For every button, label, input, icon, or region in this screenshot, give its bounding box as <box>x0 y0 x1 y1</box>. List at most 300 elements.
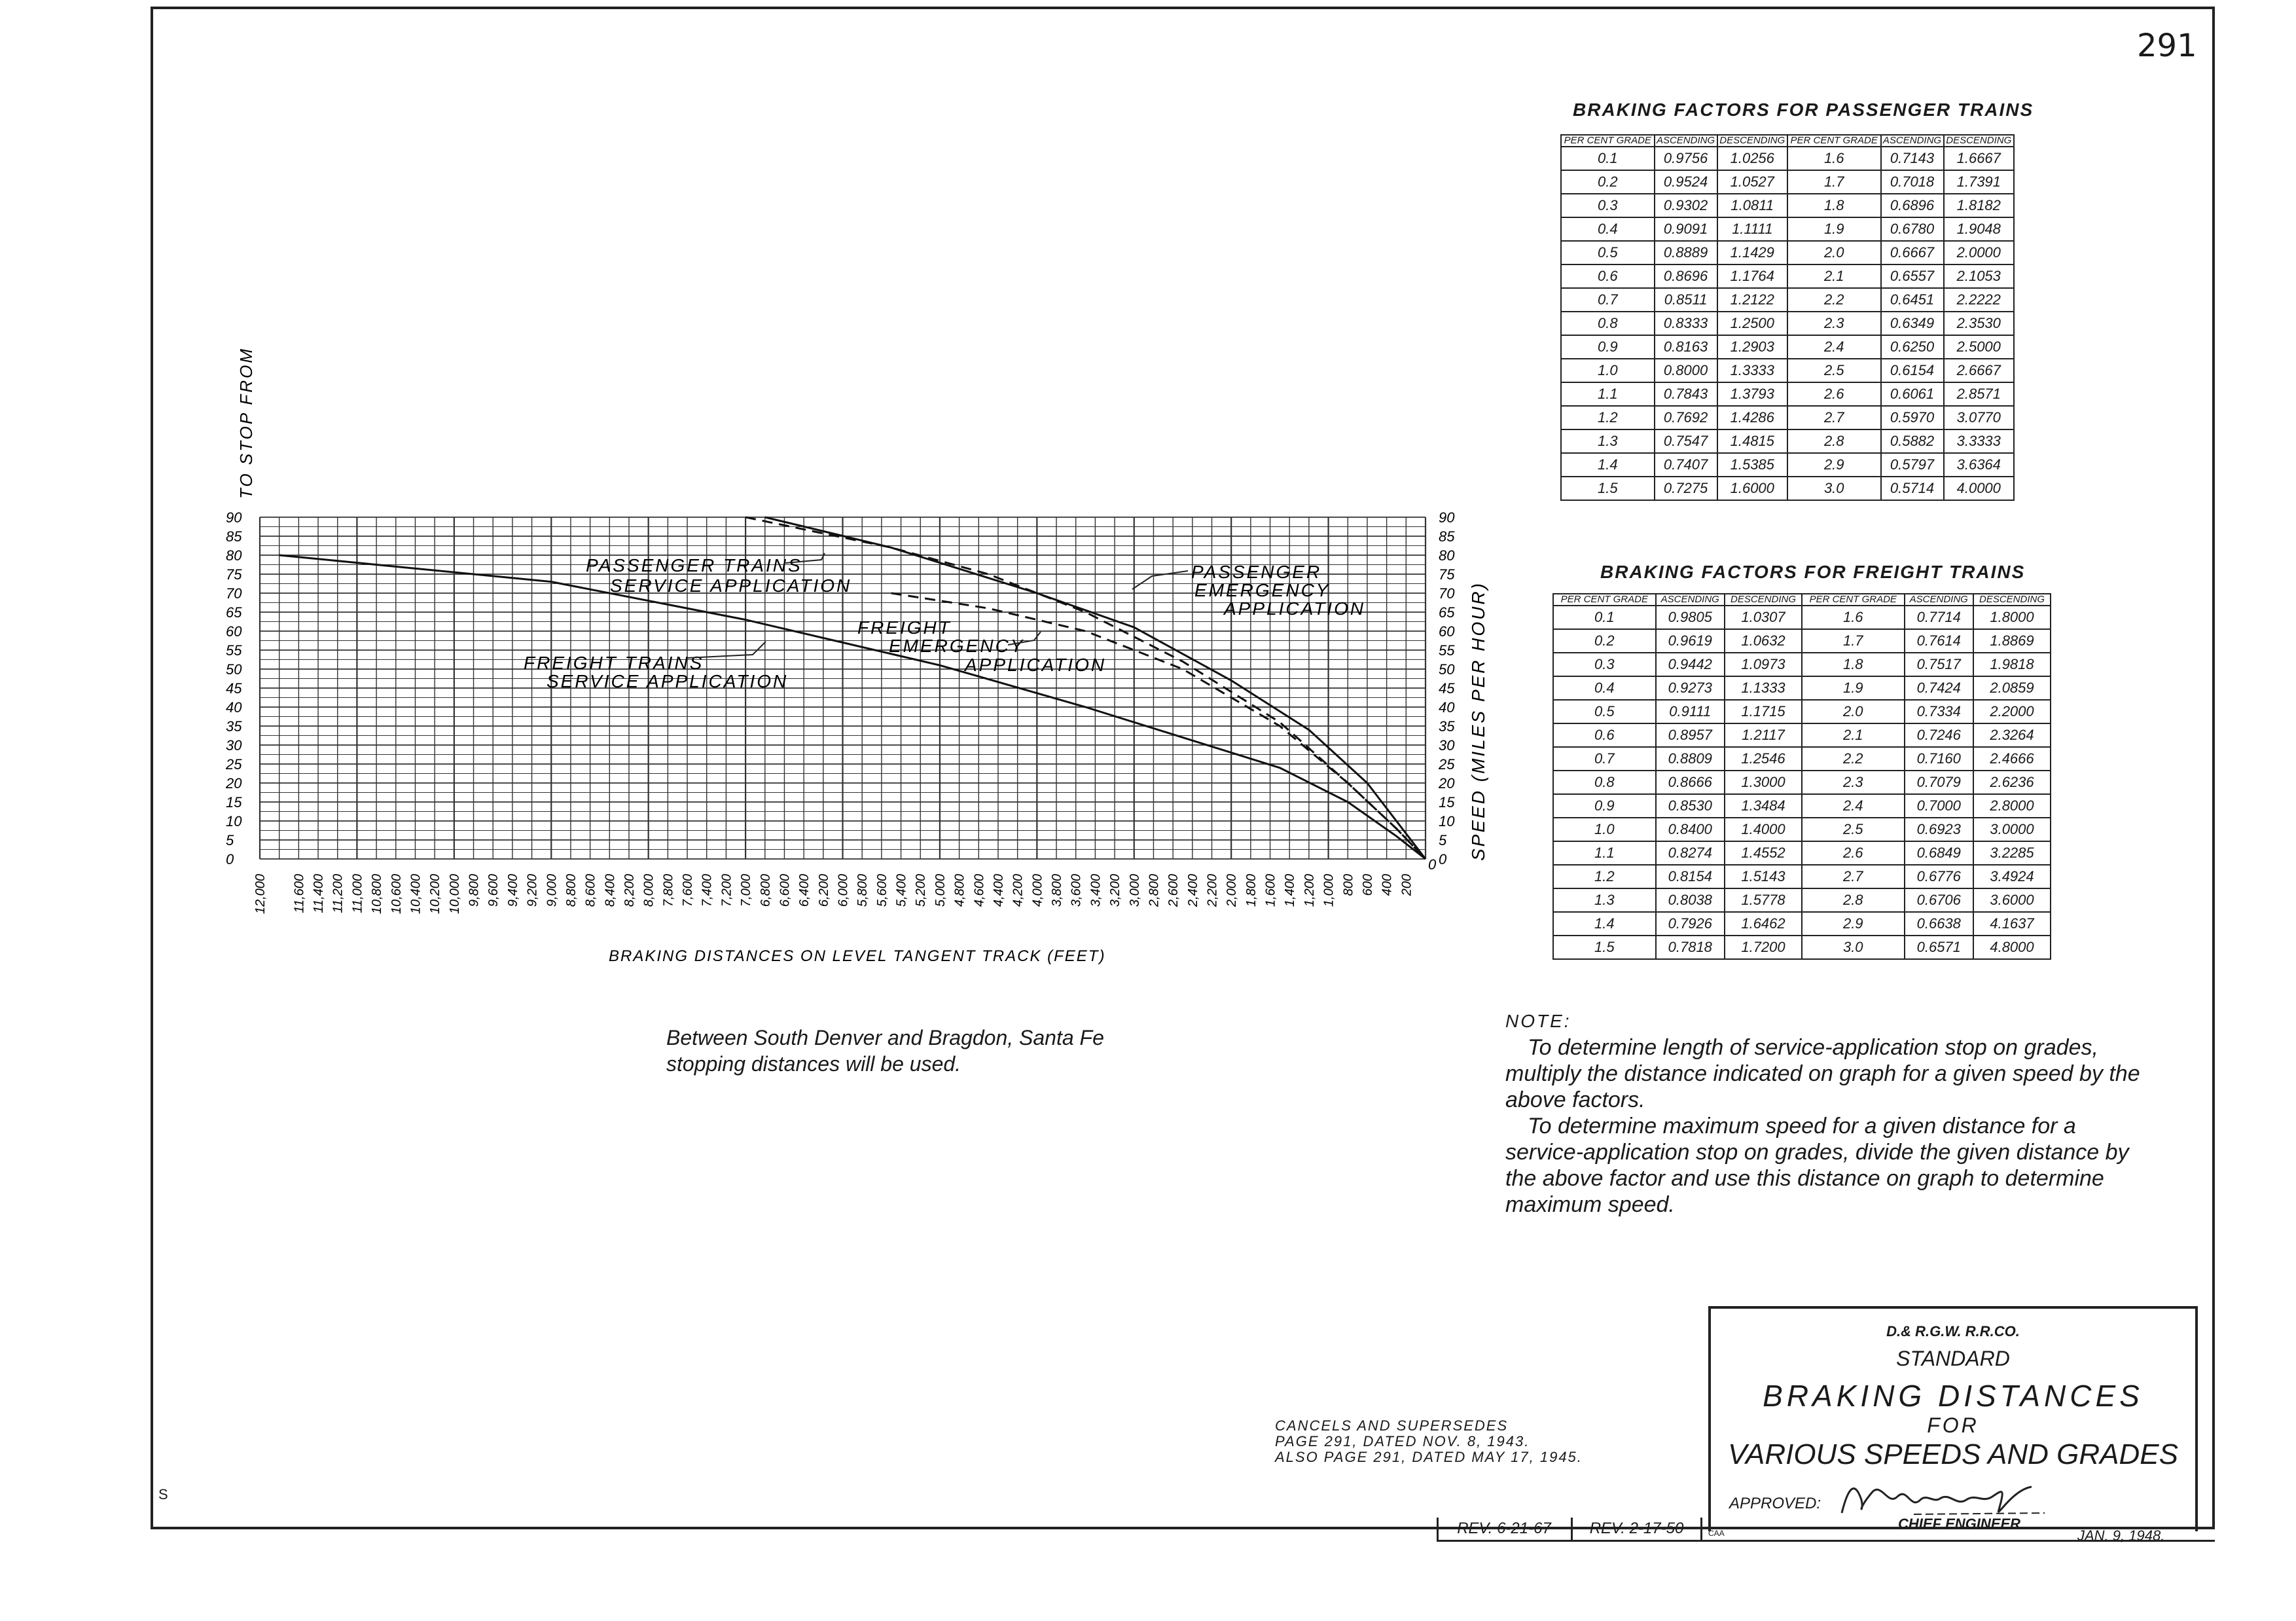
table-cell: 1.1764 <box>1717 264 1787 288</box>
table-cell: 0.6667 <box>1881 241 1944 264</box>
table-cell: 1.7200 <box>1725 936 1802 959</box>
table-cell: 1.7391 <box>1944 170 2014 194</box>
x-tick: 9,200 <box>525 874 540 907</box>
title-line-3: VARIOUS SPEEDS AND GRADES <box>1728 1438 2178 1470</box>
table-cell: 1.7 <box>1787 170 1881 194</box>
revision-strip-line <box>1437 1540 2215 1542</box>
table-cell: 1.8000 <box>1973 606 2051 629</box>
x-tick: 3,600 <box>1069 874 1084 907</box>
table-cell: 0.6849 <box>1905 841 1973 865</box>
y-tick-right: 60 <box>1439 623 1455 640</box>
table-cell: 0.7926 <box>1656 912 1725 936</box>
title-line-1: BRAKING DISTANCES <box>1763 1379 2144 1413</box>
table-cell: 1.0307 <box>1725 606 1802 629</box>
table-cell: 0.5882 <box>1881 429 1944 453</box>
table-cell: 3.4924 <box>1973 865 2051 888</box>
table-cell: 0.6638 <box>1905 912 1973 936</box>
table-cell: 0.7692 <box>1655 406 1717 429</box>
table-cell: 1.3484 <box>1725 794 1802 818</box>
y-tick-left: 20 <box>226 775 242 792</box>
table-cell: 0.8957 <box>1656 723 1725 747</box>
x-tick: 8,400 <box>603 874 618 907</box>
table-cell: 0.9756 <box>1655 147 1717 170</box>
table-cell: 3.0 <box>1787 477 1881 500</box>
y-tick-left: 25 <box>226 756 242 773</box>
table-cell: 0.7 <box>1561 288 1655 312</box>
table-cell: 2.5000 <box>1944 335 2014 359</box>
santa-fe-comment <box>666 1025 1104 1077</box>
header-cell: ASCENDING <box>1905 594 1973 606</box>
x-tick: 8,200 <box>622 874 637 907</box>
small-mark: CAA <box>1708 1529 1725 1538</box>
y-tick-left: 50 <box>226 661 242 678</box>
x-tick: 12,000 <box>253 874 268 915</box>
y-tick-left: 35 <box>226 718 242 735</box>
table-cell: 1.2122 <box>1717 288 1787 312</box>
table-cell: 0.6451 <box>1881 288 1944 312</box>
x-tick: 1,000 <box>1321 874 1336 907</box>
table-cell: 1.0527 <box>1717 170 1787 194</box>
table-cell: 1.8 <box>1802 653 1905 676</box>
table-cell: 0.6776 <box>1905 865 1973 888</box>
revision-2: REV. 2-17-50 <box>1571 1518 1702 1540</box>
x-tick-zero: 0 <box>1428 856 1437 873</box>
y-tick-left: 15 <box>226 794 242 810</box>
label-pass-service-2: SERVICE APPLICATION <box>610 575 852 596</box>
table-cell: 1.4286 <box>1717 406 1787 429</box>
table-cell: 2.5 <box>1787 359 1881 382</box>
y-tick-left: 45 <box>226 680 242 697</box>
x-tick: 2,400 <box>1185 874 1200 907</box>
x-tick: 5,200 <box>914 874 929 907</box>
y-tick-left: 30 <box>226 737 242 754</box>
table-cell: 0.6 <box>1561 264 1655 288</box>
passenger-table-title: BRAKING FACTORS FOR PASSENGER TRAINS <box>1573 100 2034 120</box>
table-cell: 3.0 <box>1802 936 1905 959</box>
comment-line: Between South Denver and Bragdon, Santa Fe <box>666 1026 1104 1049</box>
table-cell: 0.8000 <box>1655 359 1717 382</box>
table-cell: 3.6364 <box>1944 453 2014 477</box>
header-cell: DESCENDING <box>1717 135 1787 147</box>
table-cell: 0.7843 <box>1655 382 1717 406</box>
y-tick-right: 5 <box>1439 832 1447 848</box>
date-label: JAN. 9, 1948. <box>2077 1527 2165 1544</box>
table-cell: 0.9 <box>1561 335 1655 359</box>
table-cell: 2.3 <box>1787 312 1881 335</box>
table-cell: 2.1 <box>1802 723 1905 747</box>
y-tick-right: 50 <box>1439 661 1455 678</box>
y-tick-left: 65 <box>226 604 242 621</box>
table-cell: 2.0 <box>1787 241 1881 264</box>
table-cell: 0.3 <box>1553 653 1656 676</box>
approved-label: APPROVED: <box>1729 1495 1821 1512</box>
table-cell: 0.7143 <box>1881 147 1944 170</box>
x-tick: 1,400 <box>1283 874 1298 907</box>
table-cell: 1.0632 <box>1725 629 1802 653</box>
table-cell: 2.1053 <box>1944 264 2014 288</box>
x-tick: 11,200 <box>331 874 346 913</box>
table-cell: 0.5 <box>1561 241 1655 264</box>
table-cell: 0.7407 <box>1655 453 1717 477</box>
standard-label: STANDARD <box>1896 1347 2010 1370</box>
table-cell: 1.3 <box>1553 888 1656 912</box>
table-cell: 1.6 <box>1802 606 1905 629</box>
x-tick: 2,600 <box>1166 874 1181 907</box>
x-tick: 6,600 <box>778 874 793 907</box>
table-cell: 0.4 <box>1553 676 1656 700</box>
title-line-2: FOR <box>1927 1413 1979 1437</box>
table-cell: 2.1 <box>1787 264 1881 288</box>
table-cell: 2.4 <box>1787 335 1881 359</box>
table-cell: 2.0859 <box>1973 676 2051 700</box>
x-tick: 9,400 <box>505 874 520 907</box>
x-tick: 4,800 <box>952 874 967 907</box>
table-cell: 3.6000 <box>1973 888 2051 912</box>
table-cell: 0.7517 <box>1905 653 1973 676</box>
table-cell: 2.8571 <box>1944 382 2014 406</box>
table-cell: 2.8 <box>1787 429 1881 453</box>
x-tick: 6,200 <box>816 874 831 907</box>
x-tick: 3,200 <box>1108 874 1123 907</box>
table-cell: 0.8274 <box>1656 841 1725 865</box>
x-tick: 6,000 <box>836 874 851 907</box>
y-tick-right: 55 <box>1439 642 1455 659</box>
table-cell: 1.3333 <box>1717 359 1787 382</box>
note-label: NOTE: <box>1505 1011 1571 1031</box>
cancels-line: PAGE 291, DATED NOV. 8, 1943. <box>1275 1433 1530 1449</box>
x-tick: 1,800 <box>1244 874 1259 907</box>
table-cell: 0.8530 <box>1656 794 1725 818</box>
table-cell: 0.7079 <box>1905 771 1973 794</box>
x-tick: 7,400 <box>700 874 715 907</box>
table-cell: 0.6061 <box>1881 382 1944 406</box>
table-cell: 1.2117 <box>1725 723 1802 747</box>
table-cell: 0.9091 <box>1655 217 1717 241</box>
table-cell: 1.0811 <box>1717 194 1787 217</box>
y-tick-right: 10 <box>1439 813 1455 829</box>
x-tick: 9,000 <box>545 874 560 907</box>
table-cell: 0.2 <box>1561 170 1655 194</box>
table-cell: 2.7 <box>1787 406 1881 429</box>
table-cell: 1.6667 <box>1944 147 2014 170</box>
y-tick-left: 5 <box>226 832 234 848</box>
revision-1: REV. 6-21-67 <box>1437 1518 1570 1540</box>
table-cell: 0.9619 <box>1656 629 1725 653</box>
table-cell: 0.7160 <box>1905 747 1973 771</box>
table-cell: 0.8400 <box>1656 818 1725 841</box>
table-cell: 4.1637 <box>1973 912 2051 936</box>
x-tick: 5,800 <box>855 874 870 907</box>
label-frt-service-2: SERVICE APPLICATION <box>547 671 789 691</box>
label-pass-emerg-3: APPLICATION <box>1224 598 1366 619</box>
y-tick-right: 80 <box>1439 547 1455 564</box>
label-pass-emerg-2: EMERGENCY <box>1194 580 1331 600</box>
table-cell: 0.2 <box>1553 629 1656 653</box>
table-cell: 2.8 <box>1802 888 1905 912</box>
table-cell: 0.6 <box>1553 723 1656 747</box>
x-tick: 10,800 <box>370 874 385 915</box>
x-axis-title: BRAKING DISTANCES ON LEVEL TANGENT TRACK (FEET) <box>609 947 1106 965</box>
x-tick: 4,600 <box>972 874 987 907</box>
table-cell: 0.6896 <box>1881 194 1944 217</box>
table-cell: 1.5778 <box>1725 888 1802 912</box>
y-tick-left: 85 <box>226 528 242 545</box>
table-cell: 1.1715 <box>1725 700 1802 723</box>
y-tick-right: 30 <box>1439 737 1455 754</box>
y-tick-left: 10 <box>226 813 242 829</box>
y-tick-left: 70 <box>226 585 242 602</box>
table-cell: 1.4 <box>1553 912 1656 936</box>
note-block <box>1505 1008 2160 1218</box>
header-cell: ASCENDING <box>1656 594 1725 606</box>
table-cell: 1.0256 <box>1717 147 1787 170</box>
table-cell: 2.5 <box>1802 818 1905 841</box>
x-tick: 10,200 <box>428 874 443 915</box>
table-cell: 1.5385 <box>1717 453 1787 477</box>
table-cell: 4.0000 <box>1944 477 2014 500</box>
x-tick: 2,800 <box>1147 874 1162 907</box>
x-tick: 3,000 <box>1127 874 1142 907</box>
table-cell: 0.7018 <box>1881 170 1944 194</box>
table-cell: 1.3793 <box>1717 382 1787 406</box>
table-cell: 0.5970 <box>1881 406 1944 429</box>
table-cell: 2.2000 <box>1973 700 2051 723</box>
table-cell: 1.2 <box>1561 406 1655 429</box>
table-cell: 1.6000 <box>1717 477 1787 500</box>
table-cell: 0.7275 <box>1655 477 1717 500</box>
table-cell: 0.6349 <box>1881 312 1944 335</box>
y-tick-right: 70 <box>1439 585 1455 602</box>
cancels-block <box>1275 1418 1583 1465</box>
table-cell: 3.0770 <box>1944 406 2014 429</box>
x-tick: 7,800 <box>661 874 676 907</box>
table-cell: 1.7 <box>1802 629 1905 653</box>
table-cell: 0.7424 <box>1905 676 1973 700</box>
x-tick: 3,800 <box>1050 874 1065 907</box>
table-cell: 0.6557 <box>1881 264 1944 288</box>
x-tick: 1,200 <box>1302 874 1317 907</box>
table-cell: 0.7818 <box>1656 936 1725 959</box>
x-tick: 8,000 <box>641 874 656 907</box>
table-cell: 0.9 <box>1553 794 1656 818</box>
table-cell: 0.7714 <box>1905 606 1973 629</box>
table-cell: 2.3530 <box>1944 312 2014 335</box>
y-tick-left: 0 <box>226 851 234 867</box>
x-tick: 400 <box>1380 874 1395 896</box>
x-tick: 5,400 <box>894 874 909 907</box>
table-cell: 2.8000 <box>1973 794 2051 818</box>
table-cell: 0.9442 <box>1656 653 1725 676</box>
table-cell: 1.0973 <box>1725 653 1802 676</box>
x-tick: 7,600 <box>681 874 696 907</box>
table-cell: 2.2 <box>1802 747 1905 771</box>
table-cell: 0.3 <box>1561 194 1655 217</box>
table-cell: 1.4 <box>1561 453 1655 477</box>
note-paragraph-2: To determine maximum speed for a given distance for a service-application stop on grades, divide the given distance by the above factor and use this distance on graph to determine maximum speed. <box>1505 1114 2129 1217</box>
x-tick: 11,000 <box>350 874 365 913</box>
y-tick-right: 40 <box>1439 699 1455 716</box>
table-cell: 0.8696 <box>1655 264 1717 288</box>
table-cell: 1.5 <box>1553 936 1656 959</box>
comment-line: stopping distances will be used. <box>666 1052 961 1076</box>
table-cell: 2.9 <box>1802 912 1905 936</box>
table-cell: 0.7 <box>1553 747 1656 771</box>
table-cell: 3.2285 <box>1973 841 2051 865</box>
cancels-line: ALSO PAGE 291, DATED MAY 17, 1945. <box>1275 1449 1583 1465</box>
table-cell: 1.3 <box>1561 429 1655 453</box>
table-cell: 0.9805 <box>1656 606 1725 629</box>
x-tick: 600 <box>1360 874 1375 896</box>
table-cell: 1.8 <box>1787 194 1881 217</box>
table-cell: 0.6923 <box>1905 818 1973 841</box>
x-tick: 10,600 <box>389 874 404 915</box>
x-tick: 6,400 <box>797 874 812 907</box>
table-cell: 1.1429 <box>1717 241 1787 264</box>
table-cell: 4.8000 <box>1973 936 2051 959</box>
table-cell: 1.9048 <box>1944 217 2014 241</box>
table-cell: 0.1 <box>1561 147 1655 170</box>
table-cell: 1.2903 <box>1717 335 1787 359</box>
table-cell: 0.7614 <box>1905 629 1973 653</box>
table-cell: 2.6 <box>1787 382 1881 406</box>
y-tick-right: 75 <box>1439 566 1455 583</box>
cancels-line: CANCELS AND SUPERSEDES <box>1275 1417 1509 1434</box>
label-pass-service-1: PASSENGER TRAINS <box>586 555 802 575</box>
table-cell: 1.9 <box>1802 676 1905 700</box>
table-cell: 1.1 <box>1561 382 1655 406</box>
freight-table-title: BRAKING FACTORS FOR FREIGHT TRAINS <box>1600 562 2026 582</box>
x-tick: 11,600 <box>292 874 307 913</box>
table-cell: 0.9111 <box>1656 700 1725 723</box>
y-tick-left: 80 <box>226 547 242 564</box>
table-cell: 0.8 <box>1561 312 1655 335</box>
x-tick: 4,000 <box>1030 874 1045 907</box>
table-cell: 0.8333 <box>1655 312 1717 335</box>
table-cell: 1.5143 <box>1725 865 1802 888</box>
header-cell: PER CENT GRADE <box>1802 594 1905 606</box>
table-cell: 0.7000 <box>1905 794 1973 818</box>
header-cell: DESCENDING <box>1944 135 2014 147</box>
table-cell: 1.2546 <box>1725 747 1802 771</box>
table-cell: 0.8 <box>1553 771 1656 794</box>
table-cell: 0.5714 <box>1881 477 1944 500</box>
table-cell: 2.3264 <box>1973 723 2051 747</box>
table-cell: 0.8038 <box>1656 888 1725 912</box>
table-cell: 1.6462 <box>1725 912 1802 936</box>
table-cell: 0.7246 <box>1905 723 1973 747</box>
x-tick: 9,600 <box>486 874 501 907</box>
x-tick: 2,200 <box>1205 874 1220 907</box>
y-tick-right: 25 <box>1439 756 1455 773</box>
header-cell: ASCENDING <box>1655 135 1717 147</box>
chief-engineer-label: CHIEF ENGINEER <box>1898 1516 2021 1532</box>
x-tick: 5,600 <box>874 874 889 907</box>
label-frt-service-1: FREIGHT TRAINS <box>524 653 704 673</box>
table-cell: 2.2222 <box>1944 288 2014 312</box>
x-tick: 3,400 <box>1088 874 1103 907</box>
table-cell: 1.2 <box>1553 865 1656 888</box>
table-cell: 0.6250 <box>1881 335 1944 359</box>
right-axis-title: SPEED (MILES PER HOUR) <box>1468 581 1488 861</box>
x-tick: 10,000 <box>447 874 462 915</box>
table-cell: 0.5 <box>1553 700 1656 723</box>
header-cell: PER CENT GRADE <box>1561 135 1655 147</box>
x-tick: 11,400 <box>312 874 327 913</box>
table-cell: 0.1 <box>1553 606 1656 629</box>
table-cell: 0.8511 <box>1655 288 1717 312</box>
x-tick: 8,800 <box>564 874 579 907</box>
x-tick: 10,400 <box>408 874 423 915</box>
table-cell: 0.9273 <box>1656 676 1725 700</box>
y-tick-right: 35 <box>1439 718 1455 735</box>
x-tick: 1,600 <box>1263 874 1278 907</box>
y-tick-left: 60 <box>226 623 242 640</box>
header-cell: DESCENDING <box>1725 594 1802 606</box>
table-cell: 0.6780 <box>1881 217 1944 241</box>
y-tick-left: 40 <box>226 699 242 716</box>
table-cell: 3.0000 <box>1973 818 2051 841</box>
y-tick-right: 45 <box>1439 680 1455 697</box>
table-cell: 1.0 <box>1553 818 1656 841</box>
table-cell: 0.8163 <box>1655 335 1717 359</box>
table-cell: 1.1333 <box>1725 676 1802 700</box>
table-cell: 2.3 <box>1802 771 1905 794</box>
header-cell: PER CENT GRADE <box>1553 594 1656 606</box>
x-tick: 8,600 <box>583 874 598 907</box>
table-cell: 0.9524 <box>1655 170 1717 194</box>
table-cell: 0.8809 <box>1656 747 1725 771</box>
y-tick-right: 65 <box>1439 604 1455 621</box>
table-cell: 2.6667 <box>1944 359 2014 382</box>
x-tick: 5,000 <box>933 874 948 907</box>
table-cell: 0.6571 <box>1905 936 1973 959</box>
table-cell: 2.0 <box>1802 700 1905 723</box>
table-cell: 0.7547 <box>1655 429 1717 453</box>
table-cell: 0.5797 <box>1881 453 1944 477</box>
table-cell: 1.4815 <box>1717 429 1787 453</box>
company-name: D.& R.G.W. R.R.CO. <box>1886 1323 2020 1339</box>
page-number: 291 <box>2137 27 2197 64</box>
y-tick-right: 0 <box>1439 851 1447 867</box>
y-tick-right: 15 <box>1439 794 1455 810</box>
table-cell: 3.3333 <box>1944 429 2014 453</box>
table-cell: 2.6 <box>1802 841 1905 865</box>
note-paragraph-1: To determine length of service-application stop on grades, multiply the distance indicated on graph for a given speed by the above factors. <box>1505 1035 2140 1112</box>
table-cell: 2.6236 <box>1973 771 2051 794</box>
table-cell: 2.7 <box>1802 865 1905 888</box>
x-tick: 6,800 <box>758 874 773 907</box>
x-tick: 4,400 <box>991 874 1006 907</box>
x-tick: 200 <box>1399 874 1414 896</box>
table-cell: 1.4552 <box>1725 841 1802 865</box>
table-cell: 1.0 <box>1561 359 1655 382</box>
table-cell: 0.8666 <box>1656 771 1725 794</box>
header-cell: ASCENDING <box>1881 135 1944 147</box>
table-cell: 1.9 <box>1787 217 1881 241</box>
table-cell: 2.0000 <box>1944 241 2014 264</box>
table-cell: 1.5 <box>1561 477 1655 500</box>
table-cell: 0.9302 <box>1655 194 1717 217</box>
table-cell: 2.2 <box>1787 288 1881 312</box>
table-cell: 1.3000 <box>1725 771 1802 794</box>
table-cell: 0.7334 <box>1905 700 1973 723</box>
table-cell: 0.8154 <box>1656 865 1725 888</box>
table-cell: 0.6154 <box>1881 359 1944 382</box>
y-tick-left: 55 <box>226 642 242 659</box>
table-cell: 0.4 <box>1561 217 1655 241</box>
x-tick: 7,200 <box>719 874 734 907</box>
x-tick: 9,800 <box>467 874 482 907</box>
